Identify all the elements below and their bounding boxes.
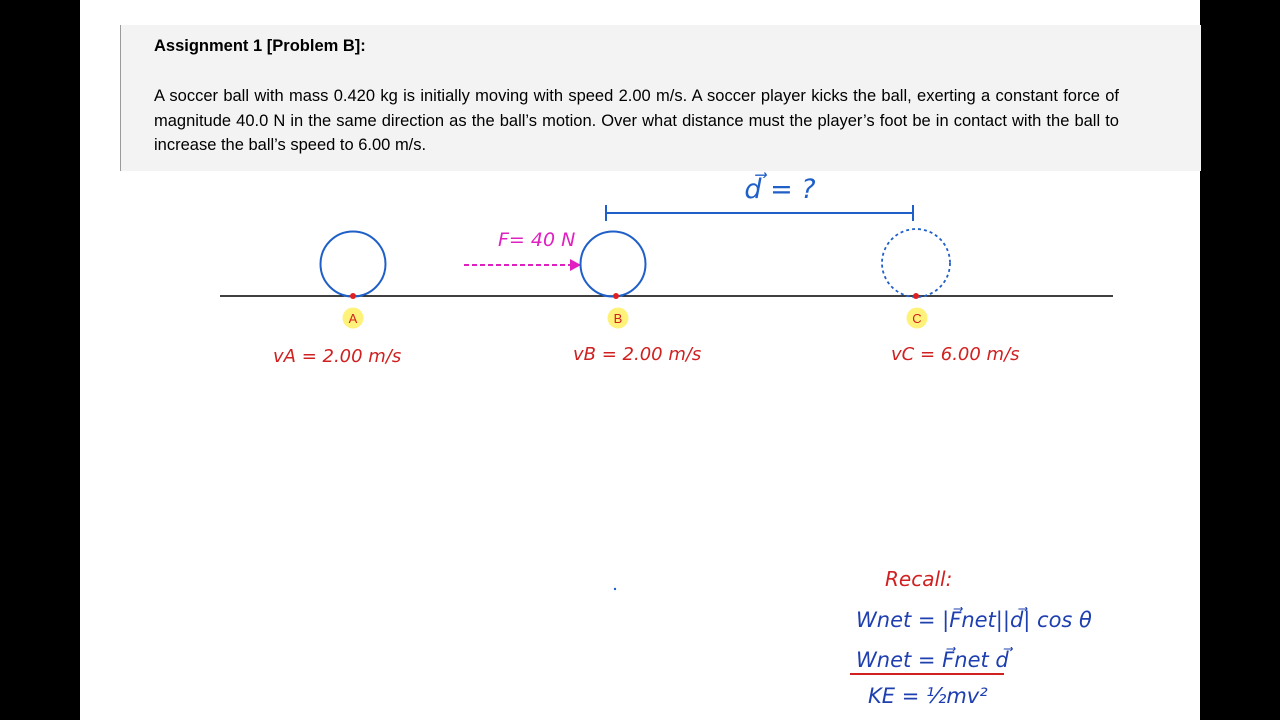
velocity-b: vB = 2.00 m/s <box>573 344 702 365</box>
problem-text: A soccer ball with mass 0.420 kg is initially moving with speed 2.00 m/s. A soccer player kicks the ball, exerting a constant force of magnitude 40.0 N in the same direction as the ball’s motion. Over what distance must the player’s foot be in contact with the ball to increase the ball’s speed to 6.00 m/s. <box>154 87 1119 154</box>
velocity-c: vC = 6.00 m/s <box>891 344 1020 365</box>
force-label: F= 40 N <box>498 229 576 251</box>
point-a-dot <box>350 293 356 299</box>
ball-a <box>321 232 386 297</box>
ball-c <box>882 229 950 297</box>
distance-label: d⃗ = ? <box>744 174 816 205</box>
page <box>80 0 1200 720</box>
recall-heading: Recall: <box>885 567 953 591</box>
recall-equation-3: KE = ½mv² <box>868 684 988 708</box>
distance-bracket <box>606 205 913 221</box>
point-c-label: C <box>912 311 922 326</box>
point-a-label: A <box>348 311 358 326</box>
recall-equation-1: Wnet = |F⃗net||d⃗| cos θ <box>856 608 1092 632</box>
point-b-dot <box>613 293 619 299</box>
force-arrow <box>464 259 581 271</box>
physics-diagram <box>80 0 1200 720</box>
point-b-label: B <box>613 311 623 326</box>
velocity-a: vA = 2.00 m/s <box>273 346 402 367</box>
problem-title: Assignment 1 [Problem B]: <box>154 37 366 55</box>
point-c-dot <box>913 293 919 299</box>
recall-equation-2: Wnet = F⃗net d⃗ <box>856 648 1009 672</box>
ball-b <box>581 232 646 297</box>
stray-dot <box>614 588 616 590</box>
